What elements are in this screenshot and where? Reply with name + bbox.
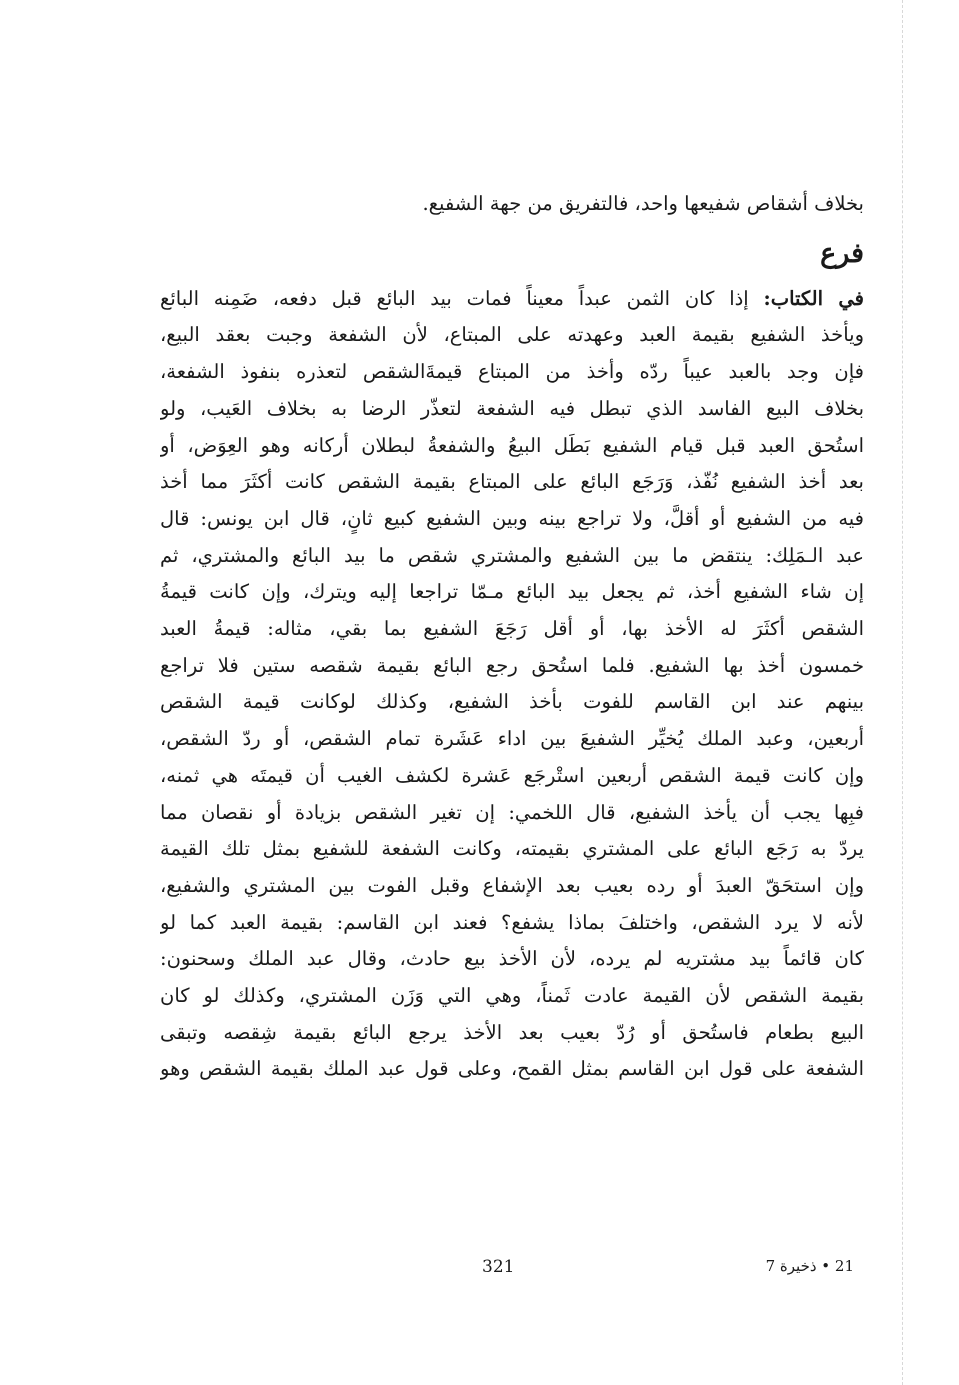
page-edge-line [902, 0, 903, 1385]
text-line: أربعين، وعبد الملك يُخيِّر الشفيعَ بين اداء عَشَرة تمام الشقص، أو ردّ الشقص، [160, 727, 864, 751]
text-line: كان قائماً بيد مشتريه لم يرده، لأن الأخذ بيع حادث، وقال عبد الملك وسحنون: [160, 947, 864, 971]
text-line: فإن وجد بالعبد عيباً ردّه وأخذ من المبتاع قيمةَالشقص لتعذره بنفوذ الشفعة، [160, 360, 864, 384]
paragraph-lines [160, 317, 864, 1088]
text-line: بخلاف أشقاص شفيعها واحد، فالتفريق من جهة الشفيع. [422, 192, 864, 215]
text-line: استُحق العبد قبل قيام الشفيع بَطَل البيعُ والشفعةُ لبطلان أركانه وهو العِوَض، أو [160, 433, 864, 457]
text-line-first [160, 281, 864, 318]
page-number: 321 [482, 1257, 515, 1277]
text-line: لأنه لا يرد الشقص، واختلفَ بماذا يشفع؟ فعند ابن القاسم: بقيمة العبد كما لو [160, 910, 864, 934]
document-body [160, 186, 864, 1088]
text-line: فبِها يجب أن يأخذ الشفيع، قال اللخمي: إن تغير الشقص بزيادة أو نقصان مما [160, 800, 864, 824]
section-heading: فرع [820, 237, 864, 269]
page-footer [160, 1257, 864, 1285]
text-line: ويأخذ الشفيع بقيمة العبد وعهدته على المبتاع، لأن الشفعة وجبت بعقد البيع، [160, 323, 864, 347]
text-line: الشقص أكثَرَ له الأخذ بها، أو أقل رَجَعَ الشفيع بما بقي، مثاله: قيمةُ العبد [160, 617, 864, 641]
text-line: بخلاف البيع الفاسد الذي تبطل فيه الشفعة لتعذّر الرضا به بخلاف العَيب، ولو [160, 396, 864, 420]
text-line: وإن استحَقّ العبدَ أو رده بعيب بعد الإشفاع وقبل الفوت بين المشتري والشفيع، [160, 873, 864, 897]
printer-signature: 21 • ذخيرة 7 [765, 1257, 854, 1275]
text-line: بينهم عند ابن القاسم للفوت بأخذ الشفيع، وكذلك لوكانت قيمة الشقص [160, 690, 864, 714]
text-line: البيع بطعام فاستُحق أو رُدّ بعيب بعد الأخذ يرجع البائع بقيمة شِقصه وتبقى [160, 1020, 864, 1044]
text-line: فيه من الشفيع أو أقلَّ، ولا تراجع بينه وبين الشفيع كبيع ثانٍ، قال ابن يونس: قال [160, 506, 864, 530]
text-line: وإن كانت قيمة الشقص أربعين استْرجَع عَشرة لكشف الغيب أن قيمتَه هي ثمنه، [160, 763, 864, 787]
text-line: خمسون أخذ بها الشفيع. فلما استُحق رجع البائع بقيمة شقصه ستين فلا تراجع [160, 653, 864, 677]
lead-label: في الكتاب: [763, 286, 864, 310]
text-line: بعد أخذ الشفيع نُفّذ، وَرَجَع البائع على المبتاع بقيمة الشقص كانت أكثَرَ مما أخذ [160, 470, 864, 494]
text-line: بقيمة الشقص لأن القيمة عادت ثَمناً، وهي التي وَزَن المشتري، وكذلك لو كان [160, 984, 864, 1008]
text-line: إن شاء الشفيع أخذ، ثم يجعل بيد البائع مـمّا تراجعا إليه ويترك، وإن كانت قيمةُ [160, 580, 864, 604]
text-line: عبد الـمَلِك: ينتقض ما بين الشفيع والمشتري شقص ما بيد البائع والمشتري، ثم [160, 543, 864, 567]
first-line-text: إذا كان الثمن عبداً معيناً فمات بيد البائع قبل دفعه، ضَمِنه البائع [160, 286, 749, 310]
text-line: الشفعة على قول ابن القاسم بمثل القمح، وعلى قول عبد الملك بقيمة الشقص وهو [160, 1057, 864, 1081]
text-line: يردّ به رَجَع البائع على المشتري بقيمته، وكانت الشفعة للشفيع بمثل تلك القيمة [160, 837, 864, 861]
